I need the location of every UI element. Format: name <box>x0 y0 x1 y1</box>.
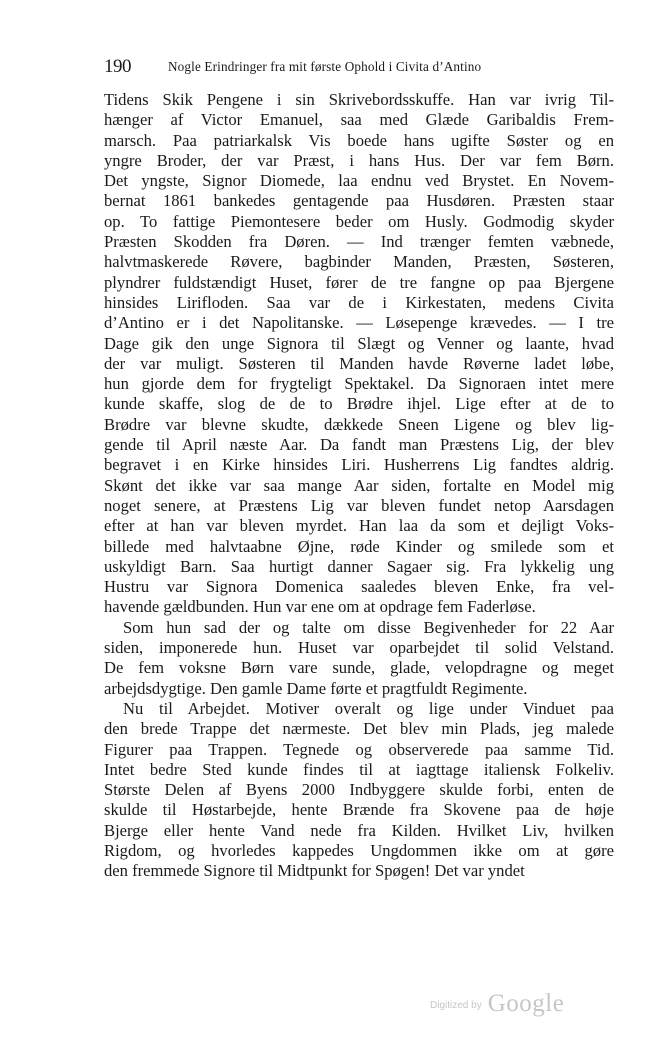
text-line: plyndrer fuldstændigt Huset, fører de tre fangne op paa Bjergene <box>104 272 614 292</box>
text-line: hun gjorde dem for frygteligt Spektakel. Da Signoraen intet mere <box>104 374 614 394</box>
text-line: marsch. Paa patriarkalsk Vis boede hans ugifte Søster og en <box>104 130 614 150</box>
text-line: noget senere, at Præstens Lig var bleven fundet netop Aarsdagen <box>104 495 614 515</box>
text-line: Hustru var Signora Domenica saaledes bleven Enke, fra vel- <box>104 577 614 597</box>
text-line: Dage gik den unge Signora til Slægt og Venner og laante, hvad <box>104 333 614 353</box>
text-line: Præsten Skodden fra Døren. — Ind trænger femten væbnede, <box>104 232 614 252</box>
text-line: siden, imponerede hun. Huset var oparbejdet til solid Velstand. <box>104 638 614 658</box>
text-line: gende til April næste Aar. Da fandt man Præstens Lig, der blev <box>104 435 614 455</box>
text-line: kunde skaffe, slog de de to Brødre ihjel. Lige efter at de to <box>104 394 614 414</box>
text-line: yngre Broder, der var Præst, i hans Hus. Der var fem Børn. <box>104 150 614 170</box>
text-line: Skønt det ikke var saa mange Aar siden, fortalte en Model mig <box>104 475 614 495</box>
text-line: skulde til Høstarbejde, hente Brænde fra Skovene paa de høje <box>104 800 614 820</box>
text-line: begravet i en Kirke hinsides Liri. Husherrens Lig fandtes aldrig. <box>104 455 614 475</box>
text-line: op. To fattige Piemontesere beder om Husly. Godmodig skyder <box>104 211 614 231</box>
watermark-prefix: Digitized by <box>430 1000 482 1011</box>
paragraph <box>104 699 614 882</box>
text-line: billede med halvtaabne Øjne, røde Kinder og smilede som et <box>104 536 614 556</box>
text-line: Bjerge eller hente Vand nede fra Kilden. Hvilket Liv, hvilken <box>104 820 614 840</box>
text-line: efter at han var bleven myrdet. Han laa da som et dejligt Voks- <box>104 516 614 536</box>
text-line: Tidens Skik Pengene i sin Skrivebordsskuffe. Han var ivrig Til- <box>104 90 614 109</box>
body-text <box>104 90 614 882</box>
text-line: d’Antino er i det Napolitanske. — Løsepenge krævedes. — I tre <box>104 313 614 333</box>
text-line: havende gældbunden. Hun var ene om at opdrage fem Faderløse. <box>104 597 536 617</box>
text-line: Figurer paa Trappen. Tegnede og observerede paa samme Tid. <box>104 739 614 759</box>
text-line: Rigdom, og hvorledes kappedes Ungdommen ikke om at gøre <box>104 840 614 860</box>
text-line: halvtmaskerede Røvere, bagbinder Manden, Præsten, Søsteren, <box>104 252 614 272</box>
paragraph <box>104 618 614 699</box>
text-line: bernat 1861 bankedes gentagende paa Husdøren. Præsten staar <box>104 191 614 211</box>
text-line: Som hun sad der og talte om disse Begivenheder for 22 Aar <box>123 617 614 637</box>
running-head: Nogle Erindringer fra mit første Ophold i Civita d’Antino <box>168 59 482 74</box>
text-line: uskyldigt Barn. Saa hurtigt danner Sagaer sig. Fra lykkelig ung <box>104 556 614 576</box>
page-header <box>104 56 614 80</box>
text-line: hænger af Victor Emanuel, saa med Glæde Garibaldis Frem- <box>104 110 614 130</box>
text-line: Brødre var blevne skudte, dækkede Sneen Ligene og blev lig- <box>104 414 614 434</box>
text-line: Det yngste, Signor Diomede, laa endnu ved Brystet. En Novem- <box>104 171 614 191</box>
text-line: der var muligt. Søsteren til Manden havde Røverne ladet løbe, <box>104 353 614 373</box>
text-line: Nu til Arbejdet. Motiver overalt og lige under Vinduet paa <box>123 698 614 718</box>
text-line: den fremmede Signore til Midtpunkt for Spøgen! Det var yndet <box>104 861 525 881</box>
text-line: Største Delen af Byens 2000 Indbyggere skulde forbi, enten de <box>104 780 614 800</box>
digitized-by-google-watermark <box>430 990 564 1018</box>
text-line: De fem voksne Børn vare sunde, glade, velopdragne og meget <box>104 658 614 678</box>
text-line: den brede Trappe det nærmeste. Det blev min Plads, jeg malede <box>104 719 614 739</box>
text-line: hinsides Lirifloden. Saa var de i Kirkestaten, medens Civita <box>104 292 614 312</box>
text-line: Intet bedre Sted kunde findes til at iagttage italiensk Folkeliv. <box>104 759 614 779</box>
page-number: 190 <box>104 56 131 77</box>
paragraph <box>104 90 614 618</box>
watermark-brand: Google <box>487 990 565 1017</box>
text-line: arbejdsdygtige. Den gamle Dame førte et pragtfuldt Regimente. <box>104 678 528 698</box>
